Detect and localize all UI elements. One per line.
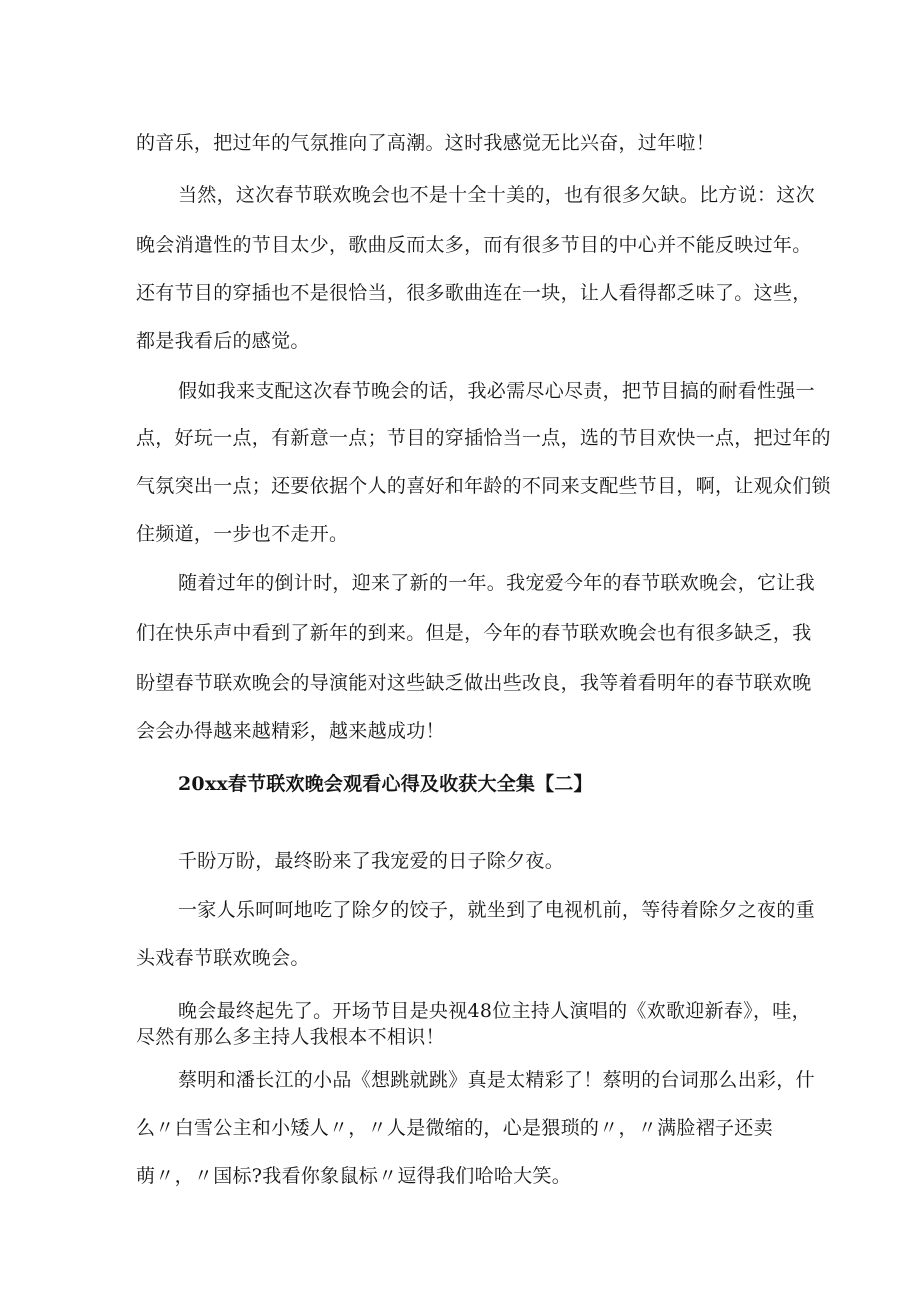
- paragraph-line: 一家人乐呵呵地吃了除夕的饺子，就坐到了电视机前，等待着除夕之夜的重: [178, 899, 815, 921]
- paragraph-line: 萌〃，〃国标?我看你象鼠标〃逗得我们哈哈大笑。: [136, 1165, 572, 1187]
- paragraph-line: 点，好玩一点，有新意一点；节目的穿插恰当一点，选的节目欢快一点，把过年的: [136, 427, 831, 449]
- paragraph-line: 么〃白雪公主和小矮人〃，〃人是微缩的，心是猥琐的〃，〃满脸褶子还卖: [136, 1117, 773, 1139]
- paragraph-line: 千盼万盼，最终盼来了我宠爱的日子除夕夜。: [178, 850, 565, 872]
- paragraph-line: 随着过年的倒计时，迎来了新的一年。我宠爱今年的春节联欢晚会，它让我: [178, 572, 815, 594]
- paragraph-line: 的音乐，把过年的气氛推向了高潮。这时我感觉无比兴奋，过年啦！: [136, 132, 716, 154]
- paragraph-line: 们在快乐声中看到了新年的到来。但是，今年的春节联欢晚会也有很多缺乏，我: [136, 622, 812, 644]
- section-heading: 20xx春节联欢晚会观看心得及收获大全集【二】: [178, 773, 593, 795]
- paragraph-line: 尽然有那么多主持人我根本不相识！: [136, 1026, 445, 1048]
- paragraph-line: 住频道，一步也不走开。: [136, 523, 349, 545]
- paragraph-line: 晚会消遣性的节目太少，歌曲反而太多，而有很多节目的中心并不能反映过年。: [136, 234, 812, 256]
- paragraph-line: 会会办得越来越精彩，越来越成功！: [136, 720, 445, 742]
- paragraph-line: 假如我来支配这次春节晚会的话，我必需尽心尽责，把节目搞的耐看性强一: [178, 380, 815, 402]
- paragraph-line: 当然，这次春节联欢晚会也不是十全十美的，也有很多欠缺。比方说：这次: [178, 184, 815, 206]
- paragraph-line: 都是我看后的感觉。: [136, 330, 310, 352]
- paragraph-line: 晚会最终起先了。开场节目是央视48位主持人演唱的《欢歌迎新春》，哇，: [178, 1000, 811, 1022]
- paragraph-line: 气氛突出一点；还要依据个人的喜好和年龄的不同来支配些节目，啊，让观众们锁: [136, 475, 831, 497]
- paragraph-line: 盼望春节联欢晚会的导演能对这些缺乏做出些改良，我等着看明年的春节联欢晚: [136, 672, 812, 694]
- paragraph-line: 头戏春节联欢晚会。: [136, 947, 310, 969]
- paragraph-line: 蔡明和潘长江的小品《想跳就跳》真是太精彩了！蔡明的台词那么出彩，什: [178, 1069, 815, 1091]
- paragraph-line: 还有节目的穿插也不是很恰当，很多歌曲连在一块，让人看得都乏味了。这些，: [136, 282, 812, 304]
